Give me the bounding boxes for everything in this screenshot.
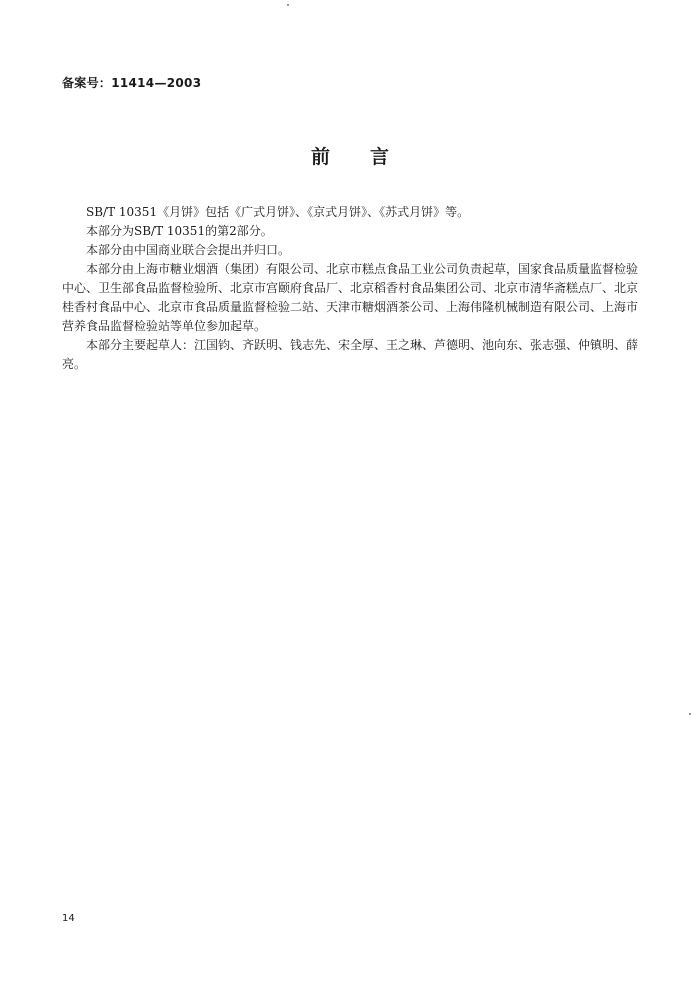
page-number: 14 — [62, 913, 75, 924]
scan-speck — [287, 4, 289, 6]
paragraph-proposer: 本部分由中国商业联合会提出并归口。 — [86, 243, 291, 257]
foreword-body — [62, 203, 638, 374]
record-number: 备案号：11414—2003 — [62, 76, 202, 90]
paragraph-drafters: 本部分主要起草人：江国钧、齐跃明、钱志先、宋全厚、王之琳、芦德明、池向东、张志强、仲镇明、薛亮。 — [62, 338, 639, 371]
scan-speck — [689, 713, 691, 715]
paragraph-drafting-units: 本部分由上海市糖业烟酒（集团）有限公司、北京市糕点食品工业公司负责起草，国家食品质量监督检验中心、卫生部食品监督检验所、北京市宫颐府食品厂、北京稻香村食品集团公司、北京市清华斋糕点厂、北京桂香村食品中心、北京市食品质量监督检验二站、天津市糖烟酒茶公司、上海伟隆机械制造有限公司、上海市营养食品监督检验站等单位参加起草。 — [62, 262, 639, 333]
paragraph-part-number: 本部分为SB/T 10351的第2部分。 — [86, 224, 273, 238]
section-title: 前言 — [310, 146, 429, 168]
paragraph-scope: SB/T 10351《月饼》包括《广式月饼》、《京式月饼》、《苏式月饼》等。 — [86, 205, 470, 219]
